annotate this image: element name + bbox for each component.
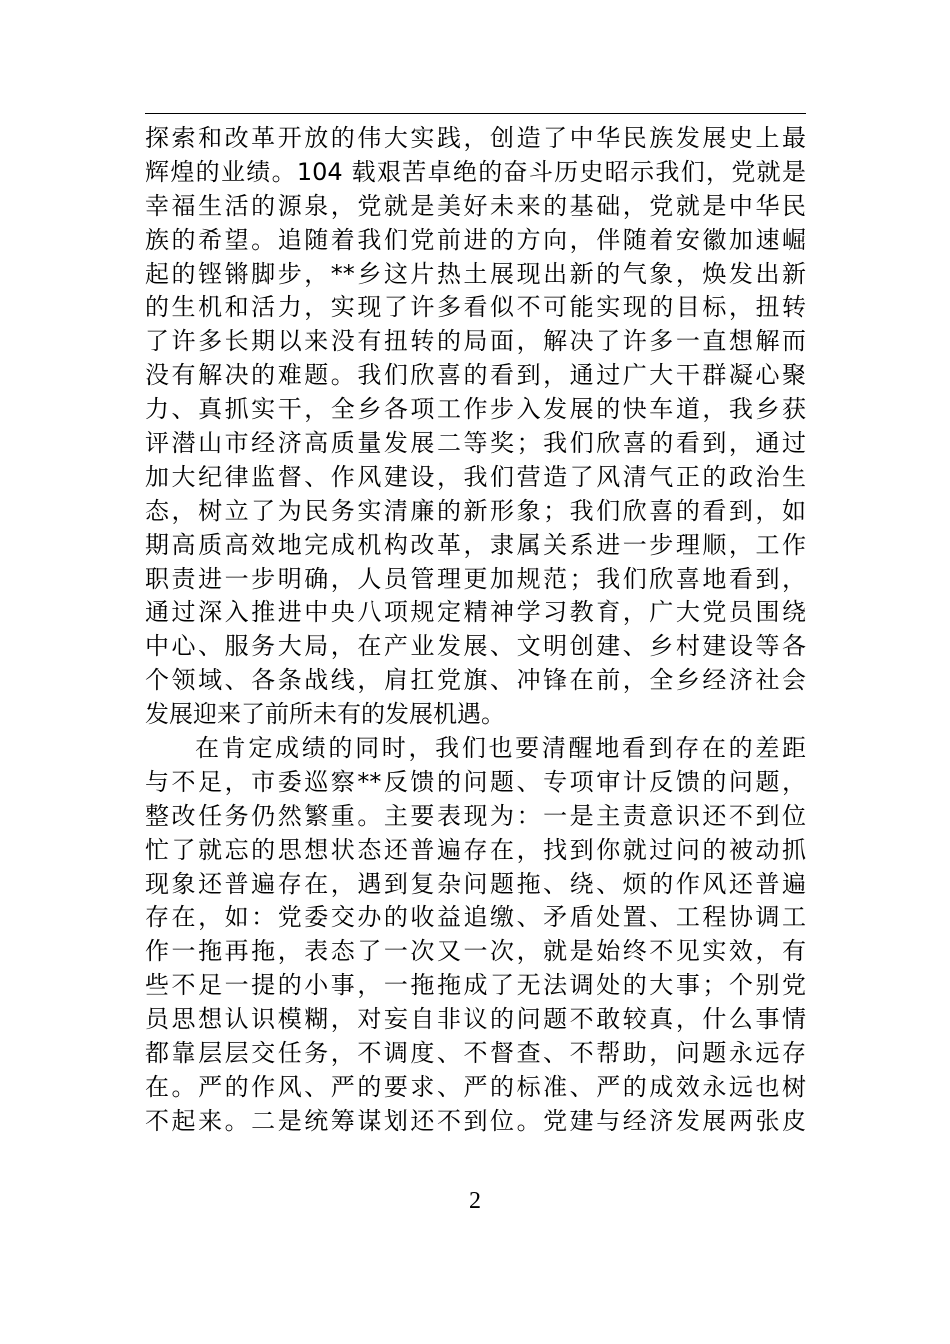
text-line: 中心、服务大局，在产业发展、文明创建、乡村建设等各: [145, 632, 806, 661]
text-line: 职责进一步明确，人员管理更加规范；我们欣喜地看到，: [145, 564, 806, 593]
paragraph-start-line: 在肯定成绩的同时，我们也要清醒地看到存在的差距: [195, 734, 806, 763]
text-line: 探索和改革开放的伟大实践，创造了中华民族发展史上最: [145, 124, 806, 152]
text-line: 的生机和活力，实现了许多看似不可能实现的目标，扭转: [145, 293, 806, 322]
text-line: 与不足，市委巡察**反馈的问题、专项审计反馈的问题，: [145, 767, 806, 796]
text-line: 期高质高效地完成机构改革，隶属关系进一步理顺，工作: [145, 530, 806, 559]
text-line: 了许多长期以来没有扭转的局面，解决了许多一直想解而: [145, 327, 806, 356]
paragraph-end-line: 发展迎来了前所未有的发展机遇。: [145, 700, 505, 729]
text-line: 起的铿锵脚步，**乡这片热土展现出新的气象，焕发出新: [145, 259, 806, 288]
text-line: 忙了就忘的思想状态还普遍存在，找到你就过问的被动抓: [145, 835, 806, 864]
text-line: 态，树立了为民务实清廉的新形象；我们欣喜的看到，如: [145, 496, 806, 525]
body-text: [145, 122, 806, 1139]
header-rule: [145, 113, 806, 114]
text-line: 辉煌的业绩。104 载艰苦卓绝的奋斗历史昭示我们，党就是: [145, 157, 806, 186]
text-line: 现象还普遍存在，遇到复杂问题拖、绕、烦的作风还普遍: [145, 869, 806, 898]
text-line: 员思想认识模糊，对妄自非议的问题不敢较真，什么事情: [145, 1005, 806, 1034]
text-line: 不起来。二是统筹谋划还不到位。党建与经济发展两张皮: [145, 1106, 806, 1135]
text-line: 都靠层层交任务，不调度、不督查、不帮助，问题永远存: [145, 1039, 806, 1068]
text-line: 加大纪律监督、作风建设，我们营造了风清气正的政治生: [145, 462, 806, 491]
text-line: 整改任务仍然繁重。主要表现为：一是主责意识还不到位: [145, 801, 806, 830]
text-line: 没有解决的难题。我们欣喜的看到，通过广大干群凝心聚: [145, 361, 806, 390]
text-line: 个领域、各条战线，肩扛党旗、冲锋在前，全乡经济社会: [145, 666, 806, 695]
text-line: 存在，如：党委交办的收益追缴、矛盾处置、工程协调工: [145, 903, 806, 932]
text-line: 在。严的作风、严的要求、严的标准、严的成效永远也树: [145, 1072, 806, 1101]
text-line: 些不足一提的小事，一拖拖成了无法调处的大事；个别党: [145, 971, 806, 1000]
text-line: 幸福生活的源泉，党就是美好未来的基础，党就是中华民: [145, 191, 806, 220]
text-line: 评潜山市经济高质量发展二等奖；我们欣喜的看到，通过: [145, 429, 806, 458]
text-line: 通过深入推进中央八项规定精神学习教育，广大党员围绕: [145, 598, 806, 627]
text-line: 族的希望。追随着我们党前进的方向，伴随着安徽加速崛: [145, 225, 806, 254]
page-number: 2: [469, 1188, 481, 1214]
text-line: 作一拖再拖，表态了一次又一次，就是始终不见实效，有: [145, 937, 806, 966]
text-line: 力、真抓实干，全乡各项工作步入发展的快车道，我乡获: [145, 395, 806, 424]
